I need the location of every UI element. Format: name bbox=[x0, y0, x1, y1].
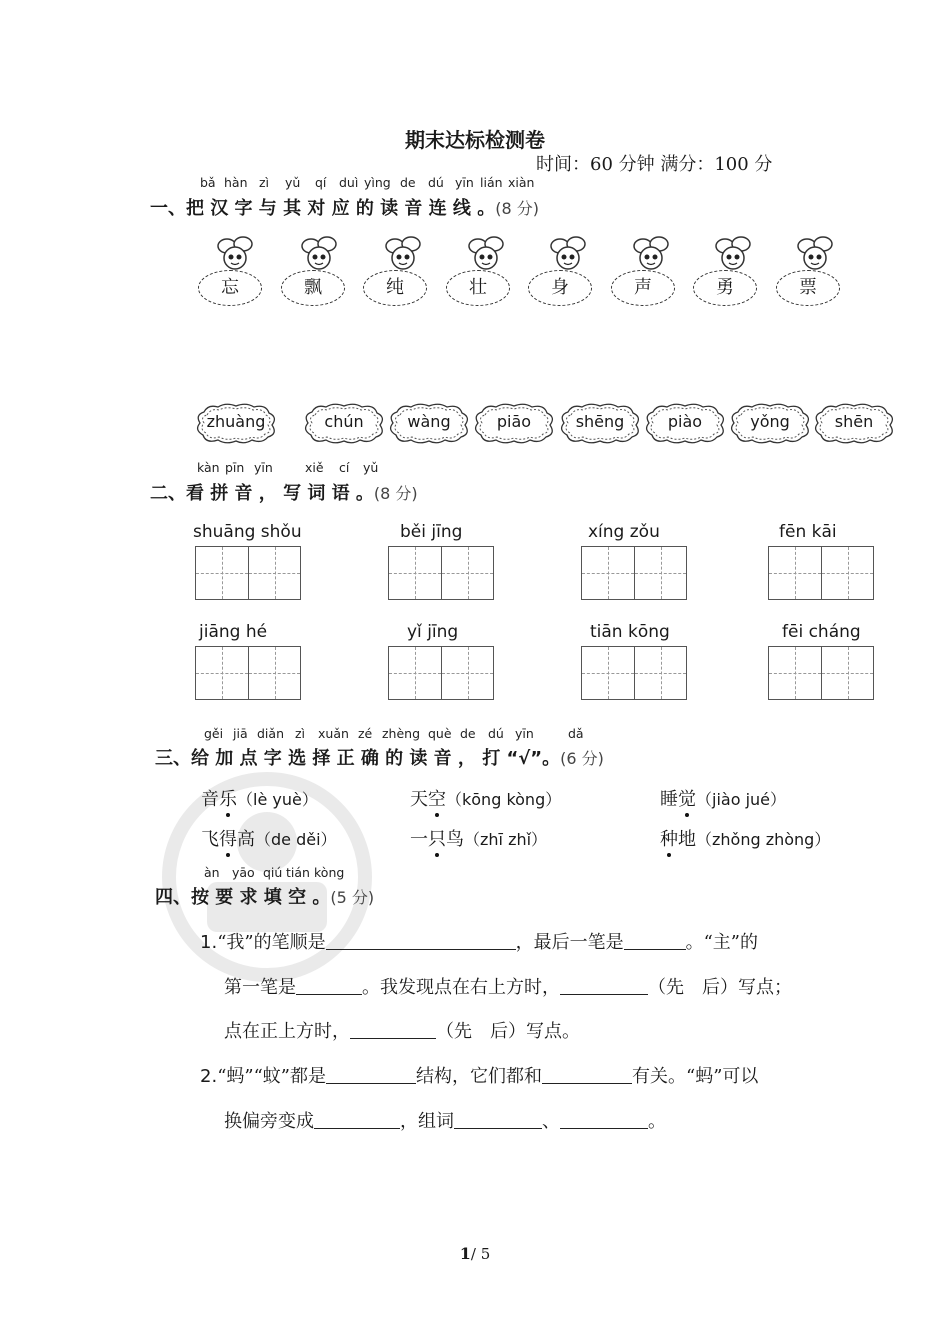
word-pinyin: jiāng hé bbox=[199, 622, 268, 642]
section3-heading: 三、给 加 点 字 选 择 正 确 的 读 音 ， 打 “√”。(6 分) bbox=[155, 748, 604, 769]
writing-grid[interactable] bbox=[195, 646, 301, 700]
page-title: 期末达标检测卷 bbox=[405, 128, 545, 152]
writing-grid[interactable] bbox=[581, 546, 687, 600]
section3-pinyin bbox=[0, 726, 950, 742]
writing-grid[interactable] bbox=[388, 546, 494, 600]
dotted-char: 得 bbox=[219, 829, 237, 850]
pinyin: qí bbox=[315, 175, 327, 190]
pinyin: yīn bbox=[515, 726, 534, 741]
pinyin: què bbox=[428, 726, 452, 741]
word-pinyin: xíng zǒu bbox=[588, 522, 660, 542]
reading-choice: 种地（zhǒng zhòng） bbox=[660, 829, 831, 850]
pinyin: xuǎn bbox=[318, 726, 349, 741]
pinyin: yāo bbox=[232, 865, 255, 880]
pinyin: àn bbox=[204, 865, 220, 880]
writing-grid[interactable] bbox=[195, 546, 301, 600]
pinyin: yīn bbox=[254, 460, 273, 475]
bee-icon bbox=[213, 236, 257, 272]
pinyin-options[interactable]: （zhǒng zhòng） bbox=[696, 830, 831, 849]
pinyin: zé bbox=[358, 726, 373, 741]
writing-grid[interactable] bbox=[768, 546, 874, 600]
section4-heading: 四、按 要 求 填 空 。(5 分) bbox=[155, 887, 375, 908]
pinyin: yǔ bbox=[363, 460, 379, 475]
writing-grid[interactable] bbox=[768, 646, 874, 700]
answer-blank[interactable] bbox=[454, 1110, 542, 1129]
pinyin: yīn bbox=[455, 175, 474, 190]
pinyin: yǔ bbox=[285, 175, 301, 190]
cloud-label: piāo bbox=[496, 412, 532, 431]
bee-icon bbox=[381, 236, 425, 272]
cloud-label: chún bbox=[324, 412, 364, 431]
char-oval[interactable]: 忘 bbox=[198, 270, 262, 306]
dotted-char: 乐 bbox=[219, 789, 237, 810]
answer-blank[interactable] bbox=[314, 1110, 400, 1129]
pinyin: kòng bbox=[314, 865, 345, 880]
pinyin: diǎn bbox=[257, 726, 284, 741]
char-oval[interactable]: 票 bbox=[776, 270, 840, 306]
pinyin: dú bbox=[428, 175, 444, 190]
section2-heading: 二、看 拼 音 ， 写 词 语 。(8 分) bbox=[150, 483, 418, 504]
writing-grid[interactable] bbox=[388, 646, 494, 700]
pinyin: cí bbox=[339, 460, 350, 475]
answer-blank[interactable] bbox=[542, 1065, 632, 1084]
pinyin-options[interactable]: （lè yuè） bbox=[237, 790, 318, 809]
char-oval[interactable]: 壮 bbox=[446, 270, 510, 306]
bee-icon bbox=[793, 236, 837, 272]
pinyin-options[interactable]: （de děi） bbox=[255, 830, 337, 849]
word-pinyin: shuāng shǒu bbox=[193, 522, 302, 542]
section4-pinyin bbox=[0, 865, 950, 881]
question-2-line-1: 2.“蚂”“蚊”都是 结构，它们都和 有关。“蚂”可以 bbox=[200, 1066, 759, 1087]
reading-choice: 一只鸟（zhī zhǐ） bbox=[410, 829, 548, 850]
section1-heading: 一、把 汉 字 与 其 对 应 的 读 音 连 线 。(8 分) bbox=[150, 198, 539, 219]
answer-blank[interactable] bbox=[560, 1110, 648, 1129]
pinyin-cloud[interactable] bbox=[812, 402, 896, 444]
pinyin: dǎ bbox=[568, 726, 584, 741]
exam-meta: 时间：60 分钟 满分：100 分 bbox=[536, 154, 773, 175]
writing-grid[interactable] bbox=[581, 646, 687, 700]
cloud-label: piào bbox=[667, 412, 703, 431]
pinyin: hàn bbox=[224, 175, 248, 190]
pinyin: duì bbox=[339, 175, 359, 190]
section2-pinyin bbox=[0, 460, 950, 476]
dotted-char: 只 bbox=[428, 829, 446, 850]
pinyin: xiě bbox=[305, 460, 324, 475]
dotted-char: 空 bbox=[428, 789, 446, 810]
word-pinyin: fēi cháng bbox=[782, 622, 861, 642]
pinyin: lián bbox=[480, 175, 503, 190]
dotted-char: 种 bbox=[660, 829, 678, 850]
pinyin: bǎ bbox=[200, 175, 216, 190]
answer-blank[interactable] bbox=[296, 976, 362, 995]
pinyin-options[interactable]: （jiào jué） bbox=[696, 790, 787, 809]
word-pinyin: běi jīng bbox=[400, 522, 463, 542]
pinyin: zì bbox=[259, 175, 270, 190]
char-oval[interactable]: 声 bbox=[611, 270, 675, 306]
cloud-label: wàng bbox=[407, 412, 451, 431]
pinyin-cloud[interactable] bbox=[558, 402, 642, 444]
pinyin: qiú bbox=[263, 865, 283, 880]
section1-pinyin bbox=[0, 175, 950, 191]
pinyin-cloud[interactable] bbox=[728, 402, 812, 444]
answer-blank[interactable] bbox=[350, 1020, 436, 1039]
char-oval[interactable]: 飘 bbox=[281, 270, 345, 306]
question-1-line-2: 第一笔是 。我发现点在右上方时， （先 后）写点； bbox=[224, 977, 792, 998]
bee-icon bbox=[464, 236, 508, 272]
bee-icon bbox=[546, 236, 590, 272]
word-pinyin: fēn kāi bbox=[779, 522, 837, 542]
pinyin: tián bbox=[286, 865, 310, 880]
question-1-line-3: 点在正上方时， （先 后）写点。 bbox=[224, 1021, 580, 1042]
dotted-char: 觉 bbox=[678, 789, 696, 810]
pinyin-cloud[interactable] bbox=[194, 402, 278, 444]
bee-icon bbox=[629, 236, 673, 272]
reading-choice: 天空（kōng kòng） bbox=[410, 789, 562, 810]
pinyin: kàn bbox=[197, 460, 220, 475]
page-number: 1/ 5 bbox=[459, 1244, 491, 1263]
word-pinyin: tiān kōng bbox=[590, 622, 670, 642]
char-oval[interactable]: 身 bbox=[528, 270, 592, 306]
pinyin-cloud[interactable] bbox=[472, 402, 556, 444]
pinyin: pīn bbox=[225, 460, 245, 475]
cloud-label: shēng bbox=[575, 412, 625, 431]
cloud-label: shēn bbox=[834, 412, 874, 431]
pinyin: xiàn bbox=[508, 175, 535, 190]
char-oval[interactable]: 勇 bbox=[693, 270, 757, 306]
question-1-line-1: 1.“我”的笔顺是 ，最后一笔是 。“主”的 bbox=[200, 932, 758, 953]
pinyin: zì bbox=[295, 726, 306, 741]
pinyin-options[interactable]: （zhī zhǐ） bbox=[464, 830, 548, 849]
answer-blank[interactable] bbox=[560, 976, 648, 995]
pinyin-cloud[interactable] bbox=[387, 402, 471, 444]
reading-choice: 飞得高（de děi） bbox=[201, 829, 337, 850]
question-2-line-2: 换偏旁变成 ，组词 、 。 bbox=[224, 1111, 666, 1132]
answer-blank[interactable] bbox=[326, 1065, 416, 1084]
pinyin: de bbox=[400, 175, 416, 190]
pinyin: zhèng bbox=[382, 726, 421, 741]
pinyin-cloud[interactable] bbox=[643, 402, 727, 444]
cloud-label: zhuàng bbox=[206, 412, 266, 431]
pinyin: de bbox=[460, 726, 476, 741]
pinyin: gěi bbox=[204, 726, 224, 741]
reading-choice: 睡觉（jiào jué） bbox=[660, 789, 787, 810]
bee-icon bbox=[297, 236, 341, 272]
word-pinyin: yǐ jīng bbox=[407, 622, 459, 642]
pinyin: jiā bbox=[233, 726, 248, 741]
pinyin-options[interactable]: （kōng kòng） bbox=[446, 790, 562, 809]
pinyin-cloud[interactable] bbox=[302, 402, 386, 444]
bee-icon bbox=[711, 236, 755, 272]
cloud-label: yǒng bbox=[750, 412, 790, 431]
char-oval[interactable]: 纯 bbox=[363, 270, 427, 306]
reading-choice: 音乐（lè yuè） bbox=[201, 789, 318, 810]
answer-blank[interactable] bbox=[326, 931, 516, 950]
pinyin: yìng bbox=[364, 175, 391, 190]
pinyin: dú bbox=[488, 726, 504, 741]
answer-blank[interactable] bbox=[624, 931, 686, 950]
